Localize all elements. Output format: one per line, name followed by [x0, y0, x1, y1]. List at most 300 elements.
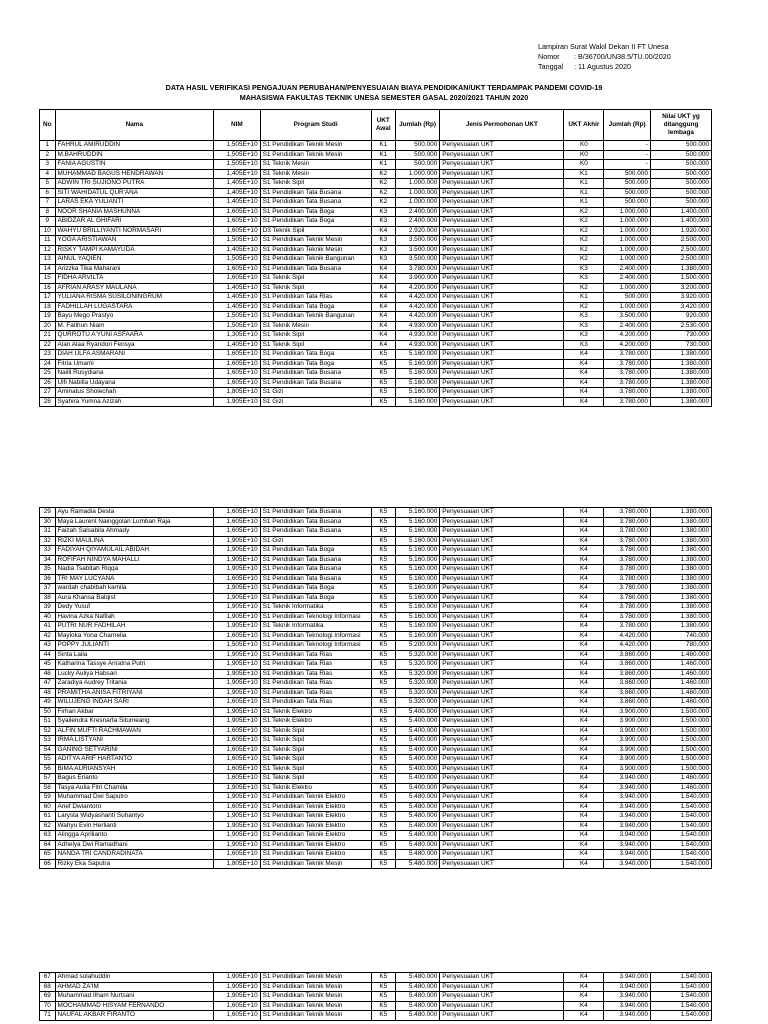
table-row — [40, 764, 712, 774]
cell-nama: MUHAMMAD BAGUS HENDRAWAN — [55, 169, 214, 179]
cell-ukt-akhir: K3 — [564, 264, 604, 274]
cell-ukt-awal: K3 — [371, 236, 395, 246]
cell-ukt-akhir: K3 — [564, 274, 604, 284]
cell-nilai-ditanggung: 2.500.000 — [650, 236, 711, 246]
cell-nilai-ditanggung: 1.540.000 — [650, 992, 711, 1002]
cell-ukt-akhir: K4 — [564, 603, 604, 613]
cell-no: 37 — [40, 584, 56, 594]
cell-ukt-awal: K5 — [371, 527, 395, 537]
cell-nama: Wahyu Evin Herlianti — [55, 821, 214, 831]
cell-ukt-awal: K4 — [371, 264, 395, 274]
cell-nama: NOOR SHANIA MASHUNNA — [55, 207, 214, 217]
cell-nama: Firhan Akbar — [55, 707, 214, 717]
cell-jumlah-akhir: 3.940.000 — [604, 992, 651, 1002]
cell-nama: M. Fatihun Niam — [55, 321, 214, 331]
cell-program-studi: S1 Pendidikan Teknik Mesin — [260, 1001, 371, 1011]
cell-ukt-awal: K5 — [371, 584, 395, 594]
cell-program-studi: S1 Teknik Informatika — [260, 603, 371, 613]
cell-jumlah-akhir: 3.780.000 — [604, 378, 651, 388]
cell-jumlah-akhir: 3.940.000 — [604, 859, 651, 869]
cell-jumlah-akhir: 500.000 — [604, 188, 651, 198]
cell-jenis-permohonan: Penyesuaian UKT — [440, 660, 564, 670]
cell-ukt-awal: K5 — [371, 378, 395, 388]
cell-nama: YULIANA RISMA SUSILONINGRUM — [55, 293, 214, 303]
cell-jumlah-awal: 5.320.000 — [395, 688, 439, 698]
cell-nim: 1,905E+10 — [214, 612, 261, 622]
cell-no: 64 — [40, 840, 56, 850]
cell-no: 21 — [40, 331, 56, 341]
cell-nama: FAHRUL AMIRUDDIN — [55, 141, 214, 151]
cell-nim: 1,305E+10 — [214, 331, 261, 341]
cell-no: 43 — [40, 641, 56, 651]
cell-ukt-akhir: K3 — [564, 340, 604, 350]
cell-no: 11 — [40, 236, 56, 246]
cell-nama: IRMA LISTYANI — [55, 736, 214, 746]
cell-jenis-permohonan: Penyesuaian UKT — [440, 226, 564, 236]
cell-jumlah-awal: 5.160.000 — [395, 612, 439, 622]
cell-jumlah-awal: 4.930.000 — [395, 331, 439, 341]
table-row — [40, 812, 712, 822]
cell-jumlah-akhir: 1.000.000 — [604, 236, 651, 246]
cell-program-studi: S1 Pendidikan Tata Busana — [260, 198, 371, 208]
cell-nilai-ditanggung: 1.540.000 — [650, 840, 711, 850]
cell-ukt-awal: K5 — [371, 546, 395, 556]
cell-nilai-ditanggung: 2.500.000 — [650, 245, 711, 255]
cell-nilai-ditanggung: 1.540.000 — [650, 821, 711, 831]
cell-ukt-awal: K5 — [371, 369, 395, 379]
table-row — [40, 821, 712, 831]
cell-jumlah-akhir: 3.940.000 — [604, 821, 651, 831]
cell-jumlah-awal: 5.320.000 — [395, 669, 439, 679]
cell-nilai-ditanggung: 1.400.000 — [650, 207, 711, 217]
cell-program-studi: S1 Pendidikan Tata Rias — [260, 293, 371, 303]
cell-program-studi: S1 Pendidikan Teknik Mesin — [260, 141, 371, 151]
cell-jumlah-akhir: 3.500.000 — [604, 312, 651, 322]
cell-nama: Sinta Laila — [55, 650, 214, 660]
cell-no: 57 — [40, 774, 56, 784]
cell-jenis-permohonan: Penyesuaian UKT — [440, 369, 564, 379]
cell-ukt-akhir: K4 — [564, 840, 604, 850]
cell-ukt-awal: K3 — [371, 207, 395, 217]
cell-ukt-akhir: K4 — [564, 660, 604, 670]
cell-nim: 1,905E+10 — [214, 679, 261, 689]
cell-jumlah-akhir: 3.780.000 — [604, 517, 651, 527]
cell-no: 69 — [40, 992, 56, 1002]
table-row — [40, 350, 712, 360]
cell-no: 3 — [40, 160, 56, 170]
cell-program-studi: S1 Pendidikan Teknik Bangunan — [260, 312, 371, 322]
table-row — [40, 574, 712, 584]
cell-nim: 1,905E+10 — [214, 982, 261, 992]
cell-jumlah-akhir: 2.400.000 — [604, 264, 651, 274]
cell-jenis-permohonan: Penyesuaian UKT — [440, 160, 564, 170]
cell-no: 68 — [40, 982, 56, 992]
cell-nama: Ahmad solahuddin — [55, 973, 214, 983]
cell-no: 12 — [40, 245, 56, 255]
cell-ukt-akhir: K3 — [564, 312, 604, 322]
cell-jumlah-akhir: 3.900.000 — [604, 736, 651, 746]
cell-ukt-akhir: K2 — [564, 245, 604, 255]
cell-nama: YOGA ARISTIAWAN — [55, 236, 214, 246]
cell-nim: 1,405E+10 — [214, 169, 261, 179]
cell-nim: 1,605E+10 — [214, 274, 261, 284]
cell-no: 6 — [40, 188, 56, 198]
cell-jenis-permohonan: Penyesuaian UKT — [440, 150, 564, 160]
cell-no: 44 — [40, 650, 56, 660]
cell-nama: Alingga Aprilianto — [55, 831, 214, 841]
cell-ukt-akhir: K4 — [564, 369, 604, 379]
cell-jenis-permohonan: Penyesuaian UKT — [440, 293, 564, 303]
cell-nim: 1,905E+10 — [214, 536, 261, 546]
cell-ukt-akhir: K4 — [564, 397, 604, 407]
cell-jumlah-akhir: 3.780.000 — [604, 622, 651, 632]
cell-jumlah-awal: 5.480.000 — [395, 992, 439, 1002]
cell-nim: 1,905E+10 — [214, 565, 261, 575]
cell-ukt-awal: K5 — [371, 726, 395, 736]
cell-jenis-permohonan: Penyesuaian UKT — [440, 378, 564, 388]
cell-nilai-ditanggung: 730.000 — [650, 340, 711, 350]
cell-jumlah-akhir: - — [604, 150, 651, 160]
cell-jumlah-akhir: 3.940.000 — [604, 793, 651, 803]
cell-program-studi: S1 Pendidikan Teknologi Informasi — [260, 641, 371, 651]
cell-jumlah-akhir: 3.780.000 — [604, 369, 651, 379]
cell-ukt-awal: K4 — [371, 312, 395, 322]
cell-ukt-awal: K3 — [371, 245, 395, 255]
cell-nim: 1,905E+10 — [214, 707, 261, 717]
cell-nilai-ditanggung: 1.380.000 — [650, 517, 711, 527]
cell-ukt-awal: K5 — [371, 774, 395, 784]
cell-jumlah-akhir: 1.000.000 — [604, 207, 651, 217]
table-row — [40, 245, 712, 255]
cell-ukt-akhir: K4 — [564, 612, 604, 622]
cell-jumlah-awal: 5.320.000 — [395, 650, 439, 660]
table-row — [40, 850, 712, 860]
cell-nama: WILUJENG INDAH SARI — [55, 698, 214, 708]
table-row — [40, 283, 712, 293]
cell-nilai-ditanggung: 500.000 — [650, 169, 711, 179]
cell-nim: 1,605E+10 — [214, 745, 261, 755]
letter-attachment-line: Lampiran Surat Wakil Dekan II FT Unesa — [538, 42, 669, 51]
letter-date-label: Tanggal — [538, 62, 564, 71]
table-row — [40, 555, 712, 565]
table-row — [40, 312, 712, 322]
cell-program-studi: S1 Pendidikan Tata Busana — [260, 188, 371, 198]
cell-program-studi: S1 Pendidikan Teknik Elektro — [260, 812, 371, 822]
table-row — [40, 378, 712, 388]
cell-no: 32 — [40, 536, 56, 546]
cell-jumlah-awal: 5.160.000 — [395, 397, 439, 407]
table-row — [40, 840, 712, 850]
cell-ukt-awal: K5 — [371, 508, 395, 518]
cell-jenis-permohonan: Penyesuaian UKT — [440, 388, 564, 398]
cell-nilai-ditanggung: 1.380.000 — [650, 574, 711, 584]
cell-jumlah-akhir: 1.000.000 — [604, 255, 651, 265]
cell-no: 53 — [40, 736, 56, 746]
cell-jumlah-awal: 5.480.000 — [395, 1011, 439, 1021]
cell-jumlah-awal: 5.480.000 — [395, 850, 439, 860]
cell-nilai-ditanggung: 3.420.000 — [650, 302, 711, 312]
cell-ukt-akhir: K1 — [564, 293, 604, 303]
table-row — [40, 831, 712, 841]
cell-nim: 1,605E+10 — [214, 726, 261, 736]
cell-jumlah-awal: 5.160.000 — [395, 584, 439, 594]
cell-nilai-ditanggung: 1.460.000 — [650, 679, 711, 689]
cell-nim: 1,905E+10 — [214, 783, 261, 793]
cell-nim: 1,805E+10 — [214, 859, 261, 869]
cell-jenis-permohonan: Penyesuaian UKT — [440, 359, 564, 369]
cell-ukt-akhir: K4 — [564, 565, 604, 575]
cell-nama: ADITYA ARIF HARTANTO — [55, 755, 214, 765]
cell-ukt-akhir: K2 — [564, 226, 604, 236]
cell-jumlah-awal: 5.160.000 — [395, 359, 439, 369]
cell-jenis-permohonan: Penyesuaian UKT — [440, 536, 564, 546]
cell-program-studi: S1 Pendidikan Teknik Mesin — [260, 982, 371, 992]
cell-ukt-akhir: K4 — [564, 359, 604, 369]
cell-program-studi: S1 Pendidikan Teknik Bangunan — [260, 255, 371, 265]
cell-no: 51 — [40, 717, 56, 727]
cell-nim: 1,605E+10 — [214, 517, 261, 527]
cell-nim: 1,905E+10 — [214, 584, 261, 594]
cell-ukt-awal: K4 — [371, 331, 395, 341]
cell-ukt-awal: K5 — [371, 840, 395, 850]
cell-nama: Ayu Ramadia Desta — [55, 508, 214, 518]
header-jumlah-awal: Jumlah (Rp) — [395, 110, 439, 141]
cell-jenis-permohonan: Penyesuaian UKT — [440, 264, 564, 274]
cell-nim: 1,605E+10 — [214, 774, 261, 784]
cell-jumlah-akhir: 500.000 — [604, 169, 651, 179]
cell-ukt-awal: K1 — [371, 160, 395, 170]
cell-nilai-ditanggung: 1.380.000 — [650, 565, 711, 575]
cell-ukt-akhir: K4 — [564, 802, 604, 812]
cell-jumlah-awal: 3.500.000 — [395, 236, 439, 246]
cell-jumlah-akhir: 3.940.000 — [604, 831, 651, 841]
cell-nilai-ditanggung: 1.540.000 — [650, 982, 711, 992]
cell-no: 42 — [40, 631, 56, 641]
cell-jenis-permohonan: Penyesuaian UKT — [440, 274, 564, 284]
cell-jumlah-awal: 5.400.000 — [395, 717, 439, 727]
cell-nama: RISKY TAMPI KAMAYUDA — [55, 245, 214, 255]
cell-ukt-awal: K5 — [371, 1011, 395, 1021]
cell-nim: 1,805E+10 — [214, 388, 261, 398]
cell-jenis-permohonan: Penyesuaian UKT — [440, 283, 564, 293]
cell-ukt-akhir: K4 — [564, 698, 604, 708]
cell-program-studi: S1 Pendidikan Teknik Mesin — [260, 992, 371, 1002]
cell-nilai-ditanggung: 1.380.000 — [650, 264, 711, 274]
cell-nilai-ditanggung: 1.380.000 — [650, 546, 711, 556]
cell-ukt-awal: K5 — [371, 717, 395, 727]
cell-jenis-permohonan: Penyesuaian UKT — [440, 821, 564, 831]
cell-program-studi: S1 Pendidikan Tata Busana — [260, 369, 371, 379]
cell-jumlah-awal: 5.400.000 — [395, 755, 439, 765]
cell-jumlah-awal: 5.480.000 — [395, 821, 439, 831]
cell-ukt-awal: K5 — [371, 679, 395, 689]
cell-jenis-permohonan: Penyesuaian UKT — [440, 517, 564, 527]
cell-nim: 1,905E+10 — [214, 812, 261, 822]
cell-nilai-ditanggung: 1.460.000 — [650, 669, 711, 679]
cell-jumlah-awal: 5.400.000 — [395, 783, 439, 793]
cell-no: 63 — [40, 831, 56, 841]
cell-nim: 1,605E+10 — [214, 508, 261, 518]
cell-program-studi: S1 Pendidikan Tata Boga — [260, 546, 371, 556]
cell-nilai-ditanggung: 1.380.000 — [650, 593, 711, 603]
cell-ukt-akhir: K4 — [564, 555, 604, 565]
cell-ukt-akhir: K4 — [564, 527, 604, 537]
table-row — [40, 302, 712, 312]
cell-program-studi: S1 Teknik Sipil — [260, 736, 371, 746]
cell-nim: 1,605E+10 — [214, 527, 261, 537]
cell-ukt-akhir: K4 — [564, 850, 604, 860]
cell-nilai-ditanggung: 1.460.000 — [650, 698, 711, 708]
cell-ukt-akhir: K4 — [564, 745, 604, 755]
cell-nilai-ditanggung: 3.200.000 — [650, 283, 711, 293]
cell-jumlah-awal: 3.780.000 — [395, 264, 439, 274]
cell-jumlah-akhir: 3.860.000 — [604, 679, 651, 689]
ukt-table-part2 — [39, 507, 712, 869]
cell-no: 58 — [40, 783, 56, 793]
cell-nilai-ditanggung: 1.500.000 — [650, 764, 711, 774]
cell-jenis-permohonan: Penyesuaian UKT — [440, 302, 564, 312]
cell-ukt-awal: K5 — [371, 593, 395, 603]
cell-ukt-awal: K3 — [371, 217, 395, 227]
cell-jenis-permohonan: Penyesuaian UKT — [440, 679, 564, 689]
cell-nama: TRI MAY LUCYANA — [55, 574, 214, 584]
cell-jumlah-akhir: 3.940.000 — [604, 973, 651, 983]
cell-jumlah-akhir: - — [604, 160, 651, 170]
cell-ukt-awal: K4 — [371, 283, 395, 293]
cell-nilai-ditanggung: 1.380.000 — [650, 508, 711, 518]
cell-jenis-permohonan: Penyesuaian UKT — [440, 574, 564, 584]
cell-ukt-awal: K5 — [371, 631, 395, 641]
cell-nilai-ditanggung: 1.460.000 — [650, 650, 711, 660]
table-row — [40, 226, 712, 236]
cell-jumlah-awal: 5.160.000 — [395, 378, 439, 388]
cell-ukt-awal: K5 — [371, 660, 395, 670]
cell-program-studi: S1 Pendidikan Teknologi Informasi — [260, 612, 371, 622]
cell-ukt-akhir: K4 — [564, 859, 604, 869]
cell-jumlah-awal: 3.900.000 — [395, 274, 439, 284]
cell-no: 1 — [40, 141, 56, 151]
cell-jenis-permohonan: Penyesuaian UKT — [440, 245, 564, 255]
cell-no: 17 — [40, 293, 56, 303]
cell-ukt-awal: K2 — [371, 179, 395, 189]
cell-jenis-permohonan: Penyesuaian UKT — [440, 508, 564, 518]
cell-jenis-permohonan: Penyesuaian UKT — [440, 331, 564, 341]
cell-no: 59 — [40, 793, 56, 803]
cell-ukt-awal: K5 — [371, 745, 395, 755]
cell-jenis-permohonan: Penyesuaian UKT — [440, 973, 564, 983]
cell-no: 4 — [40, 169, 56, 179]
table-row — [40, 982, 712, 992]
cell-nim: 1,905E+10 — [214, 603, 261, 613]
cell-nilai-ditanggung: 1.540.000 — [650, 973, 711, 983]
cell-nama: Tasya Aulia Fitri Chamila — [55, 783, 214, 793]
cell-jumlah-awal: 1.000.000 — [395, 188, 439, 198]
cell-jenis-permohonan: Penyesuaian UKT — [440, 650, 564, 660]
cell-nim: 1,605E+10 — [214, 264, 261, 274]
cell-jumlah-awal: 5.160.000 — [395, 546, 439, 556]
cell-ukt-akhir: K3 — [564, 321, 604, 331]
cell-jumlah-awal: 5.160.000 — [395, 536, 439, 546]
cell-nim: 1,605E+10 — [214, 217, 261, 227]
table-row — [40, 536, 712, 546]
cell-program-studi: S1 Pendidikan Teknik Mesin — [260, 859, 371, 869]
cell-nilai-ditanggung: 1.460.000 — [650, 688, 711, 698]
letter-date-value: : 11 Agustus 2020 — [574, 62, 632, 71]
cell-ukt-akhir: K0 — [564, 160, 604, 170]
letter-reference — [538, 42, 671, 72]
cell-jumlah-akhir: 500.000 — [604, 293, 651, 303]
cell-nilai-ditanggung: 1.500.000 — [650, 745, 711, 755]
cell-jumlah-awal: 5.320.000 — [395, 679, 439, 689]
cell-jenis-permohonan: Penyesuaian UKT — [440, 236, 564, 246]
cell-nama: NAUFAL AKBAR FIRANTO — [55, 1011, 214, 1021]
cell-program-studi: S1 Pendidikan Tata Busana — [260, 527, 371, 537]
cell-program-studi: S1 Pendidikan Teknik Elektro — [260, 802, 371, 812]
cell-nim: 1,405E+10 — [214, 245, 261, 255]
cell-no: 67 — [40, 973, 56, 983]
cell-nama: Adhelya Dwi Ramadhani — [55, 840, 214, 850]
cell-jenis-permohonan: Penyesuaian UKT — [440, 840, 564, 850]
cell-jumlah-awal: 500.000 — [395, 141, 439, 151]
cell-nim: 1,605E+10 — [214, 1001, 261, 1011]
table-row — [40, 141, 712, 151]
cell-nim: 1,405E+10 — [214, 283, 261, 293]
cell-jumlah-awal: 5.400.000 — [395, 774, 439, 784]
cell-nama: QURROTU A'YUNI ASFAARA — [55, 331, 214, 341]
cell-nim: 1,505E+10 — [214, 641, 261, 651]
cell-ukt-akhir: K4 — [564, 812, 604, 822]
cell-nim: 1,905E+10 — [214, 688, 261, 698]
cell-ukt-akhir: K4 — [564, 584, 604, 594]
cell-program-studi: S1 Teknik Sipil — [260, 331, 371, 341]
table-row — [40, 698, 712, 708]
header-ukt-awal: UKT Awal — [371, 110, 395, 141]
cell-jenis-permohonan: Penyesuaian UKT — [440, 698, 564, 708]
table-row — [40, 217, 712, 227]
cell-no: 38 — [40, 593, 56, 603]
cell-ukt-awal: K3 — [371, 255, 395, 265]
table-row — [40, 160, 712, 170]
cell-nilai-ditanggung: 1.460.000 — [650, 660, 711, 670]
cell-jumlah-awal: 4.420.000 — [395, 293, 439, 303]
cell-ukt-awal: K5 — [371, 388, 395, 398]
cell-ukt-awal: K5 — [371, 736, 395, 746]
cell-nama: Rizky Eka Saputra — [55, 859, 214, 869]
cell-jenis-permohonan: Penyesuaian UKT — [440, 793, 564, 803]
cell-no: 5 — [40, 179, 56, 189]
cell-jumlah-akhir: 1.000.000 — [604, 226, 651, 236]
cell-no: 62 — [40, 821, 56, 831]
cell-no: 31 — [40, 527, 56, 537]
cell-jumlah-akhir: 3.780.000 — [604, 584, 651, 594]
cell-nim: 1,405E+10 — [214, 198, 261, 208]
cell-jumlah-akhir: 2.400.000 — [604, 274, 651, 284]
cell-nim: 1,905E+10 — [214, 555, 261, 565]
cell-jumlah-akhir: 3.780.000 — [604, 565, 651, 575]
cell-nim: 1,605E+10 — [214, 1011, 261, 1021]
cell-jumlah-awal: 5.320.000 — [395, 660, 439, 670]
cell-nama: BIMA AURIANSYAH — [55, 764, 214, 774]
cell-program-studi: S1 Pendidikan Teknik Mesin — [260, 973, 371, 983]
cell-jumlah-akhir: 3.780.000 — [604, 574, 651, 584]
cell-jenis-permohonan: Penyesuaian UKT — [440, 321, 564, 331]
cell-jumlah-awal: 500.000 — [395, 160, 439, 170]
cell-ukt-akhir: K4 — [564, 536, 604, 546]
cell-nilai-ditanggung: 1.540.000 — [650, 831, 711, 841]
cell-nilai-ditanggung: 500.000 — [650, 141, 711, 151]
cell-no: 26 — [40, 378, 56, 388]
cell-nim: 1,505E+10 — [214, 255, 261, 265]
